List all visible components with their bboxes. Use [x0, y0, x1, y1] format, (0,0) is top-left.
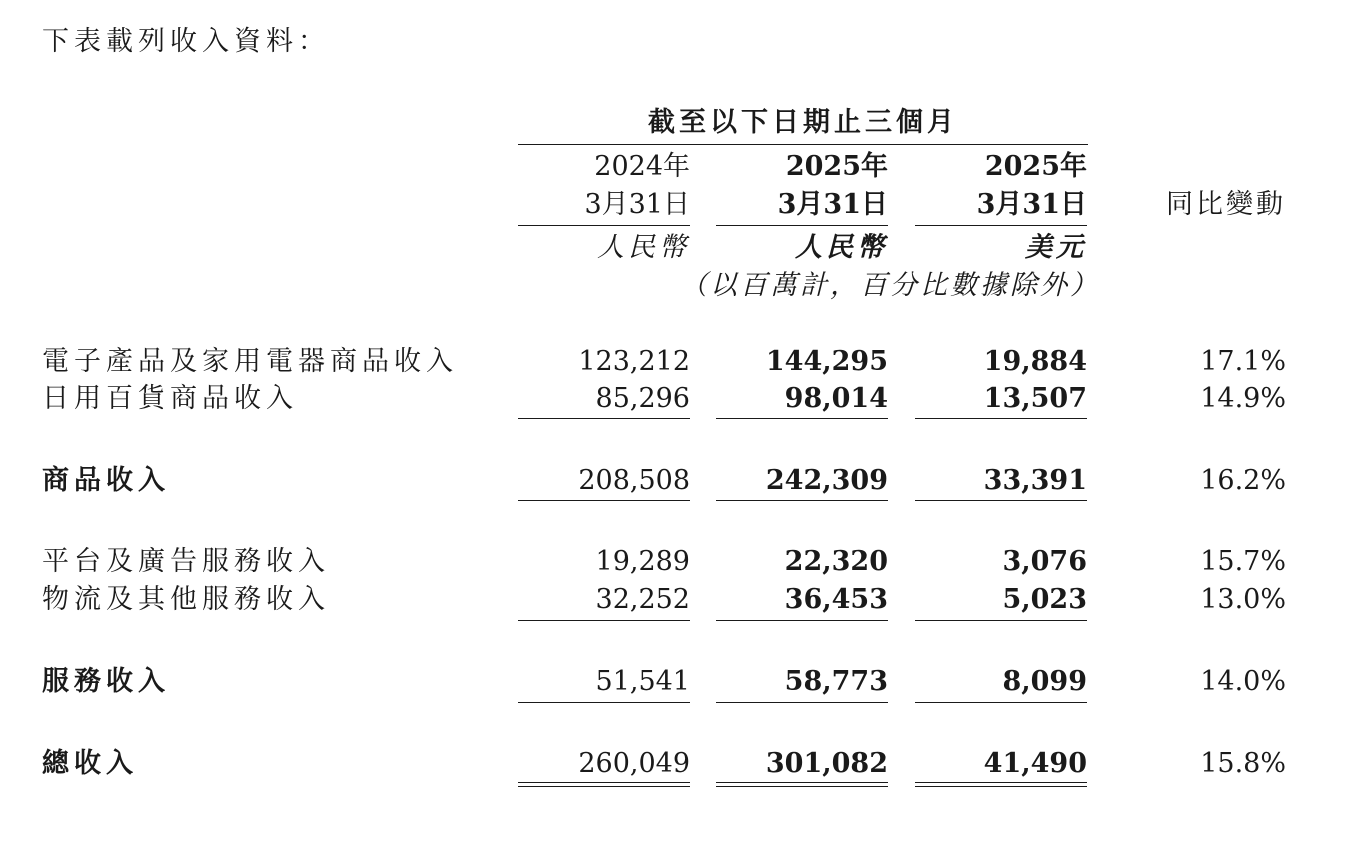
row-label: 平台及廣告服務收入: [42, 546, 330, 577]
row-value-2025: 242,309: [765, 465, 888, 496]
total-rule: [716, 500, 888, 501]
total-rule: [915, 702, 1087, 703]
row-change: 13.0%: [1200, 584, 1286, 615]
row-value-2024: 123,212: [578, 346, 690, 377]
unit-note: （以百萬計，百分比數據除外）: [680, 270, 1100, 301]
col-2025-usd-date: 3月31日: [976, 189, 1087, 220]
col-2025-usd-currency: 美元: [1025, 232, 1087, 263]
col-2024-year: 2024年: [594, 151, 690, 182]
row-value-2024: 51,541: [595, 666, 690, 697]
row-value-2025: 58,773: [784, 666, 888, 697]
row-value-2025: 36,453: [784, 584, 888, 615]
grand-total-double-rule: [716, 782, 888, 787]
row-change: 15.8%: [1200, 748, 1286, 779]
col-2025-usd-year: 2025年: [984, 151, 1087, 182]
col-2025-underline: [716, 225, 888, 226]
total-rule: [716, 702, 888, 703]
row-change: 16.2%: [1200, 465, 1286, 496]
row-value-2024: 208,508: [578, 465, 690, 496]
change-header: 同比變動: [1166, 189, 1286, 220]
subtotal-rule: [915, 418, 1087, 419]
row-label: 物流及其他服務收入: [42, 584, 330, 615]
col-2025-year: 2025年: [785, 151, 888, 182]
col-2025-date: 3月31日: [777, 189, 888, 220]
col-2025-usd-underline: [915, 225, 1087, 226]
row-label: 服務收入: [42, 666, 170, 697]
row-value-usd: 19,884: [983, 346, 1087, 377]
total-rule: [518, 500, 690, 501]
row-change: 14.0%: [1200, 666, 1286, 697]
subtotal-rule: [518, 620, 690, 621]
row-value-usd: 3,076: [1002, 546, 1087, 577]
row-value-usd: 13,507: [983, 383, 1087, 414]
row-change: 14.9%: [1200, 383, 1286, 414]
row-value-2025: 98,014: [784, 383, 888, 414]
total-rule: [518, 702, 690, 703]
row-value-2025: 22,320: [784, 546, 888, 577]
subtotal-rule: [915, 620, 1087, 621]
row-label: 商品收入: [42, 465, 170, 496]
total-rule: [915, 500, 1087, 501]
row-label: 總收入: [42, 748, 138, 779]
row-value-usd: 33,391: [983, 465, 1087, 496]
col-2025-currency: 人民幣: [795, 232, 888, 263]
row-label: 電子產品及家用電器商品收入: [42, 346, 458, 377]
period-heading: 截至以下日期止三個月: [648, 107, 958, 138]
grand-total-double-rule: [518, 782, 690, 787]
row-change: 15.7%: [1200, 546, 1286, 577]
row-value-2024: 32,252: [595, 584, 690, 615]
row-value-usd: 41,490: [983, 748, 1087, 779]
row-value-2025: 144,295: [765, 346, 888, 377]
subtotal-rule: [716, 620, 888, 621]
row-value-2024: 85,296: [595, 383, 690, 414]
period-underline: [518, 144, 1088, 145]
row-value-2024: 19,289: [595, 546, 690, 577]
row-value-usd: 5,023: [1002, 584, 1087, 615]
intro-text: 下表載列收入資料：: [42, 26, 330, 57]
row-value-2025: 301,082: [765, 748, 888, 779]
subtotal-rule: [518, 418, 690, 419]
col-2024-date: 3月31日: [584, 189, 690, 220]
row-change: 17.1%: [1200, 346, 1286, 377]
col-2024-underline: [518, 225, 690, 226]
col-2024-currency: 人民幣: [597, 232, 690, 263]
row-value-usd: 8,099: [1002, 666, 1087, 697]
grand-total-double-rule: [915, 782, 1087, 787]
row-value-2024: 260,049: [578, 748, 690, 779]
row-label: 日用百貨商品收入: [42, 383, 298, 414]
subtotal-rule: [716, 418, 888, 419]
